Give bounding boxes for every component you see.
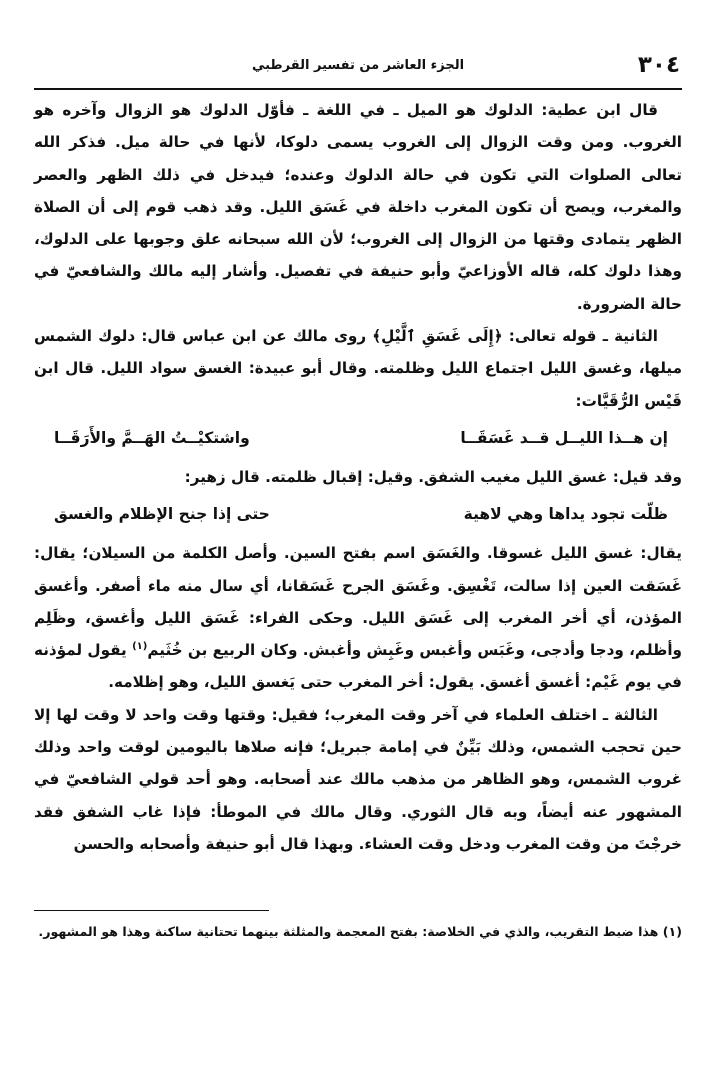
running-title: الجزء العاشر من تفسير القرطبي [251, 58, 465, 73]
verse-1-first-hemistich: إن هــذا الليــل قــد غَسَقَــا [460, 428, 668, 447]
footnote-marker[interactable]: (١) [132, 641, 148, 653]
verse-2-first-hemistich: ظلّت تجود يداها وهي لاهية [463, 505, 668, 524]
paragraph-2: الثانية ـ قوله تعالى: ﴿إِلَى غَسَقِ ٱلَّيْلِ﴾ روى مالك عن ابن عباس قال: دلوك الشمس ميلها، وغسق الليل اجتماع الليل وظلمته. وقال أبو عبيدة: الغسق سواد الليل. قال ابن قَيْس الرُّقَيَّات: [34, 327, 682, 410]
poem-verse-2 [34, 493, 682, 537]
paragraph-4-text: يقال: غسق الليل غسوقا. والغَسَق اسم بفتح السين. وأصل الكلمة من السيلان؛ يقال: غَسَقت العين إذا سالت، تَغْسِق. وغَسَق الجرح غَسَقانا، أي سال منه ماء أصفر. وأغسق المؤذن، أي أخر المغرب إلى غَسَق الليل. وحكى الفراء: غَسَق الليل وأغسق، وظَلِم وأظلم، ودجا وأدجى، وغَبَس وأغبس وغَبِش وأغبش. وكان الربيع بن خُثَيم [34, 544, 682, 660]
footnote-text: (١) هذا ضبط التقريب، والذي في الخلاصة: بفتح المعجمة والمثلثة بينهما تحتانية ساكنة وهذا هو المشهور. [38, 924, 682, 940]
paragraph-3: وقد قيل: غسق الليل مغيب الشفق. وقيل: إقبال ظلمته. قال زهير: [184, 467, 682, 486]
poem-verse-1 [34, 417, 682, 461]
page-header [34, 48, 682, 90]
verse-1-second-hemistich: واشتكيْــتُ الهَــمَّ والأَرَقَــا [54, 428, 250, 447]
paragraph-4 [34, 537, 682, 698]
page-body [34, 94, 682, 860]
paragraph-5: الثالثة ـ اختلف العلماء في آخر وقت المغرب؛ فقيل: وقتها وقت واحد لا وقت لها إلا حين تحجب الشمس، وذلك بَيِّنٌ في إمامة جبريل؛ فإنه صلاها باليومين لوقت واحد وذلك غروب الشمس، وهو الظاهر من مذهب مالك عند أصحابه. وهو أحد قولي الشافعيّ في المشهور عنه أيضاً، وبه قال الثوري. وقال مالك في الموطأ: فإذا غاب الشفق فقد خرجْتَ من وقت المغرب ودخل وقت العشاء. وبهذا قال أبو حنيفة وأصحابه والحسن [34, 705, 682, 853]
page-number: ٣٠٤ [637, 52, 680, 78]
paragraph-1: قال ابن عطية: الدلوك هو الميل ـ في اللغة ـ فأوّل الدلوك هو الزوال وآخره هو الغروب. ومن وقت الزوال إلى الغروب يسمى دلوكا، لأنها في حالة ميل. فذكر الله تعالى الصلوات التي تكون في حالة الدلوك وعنده؛ فيدخل في ذلك الظهر والعصر والمغرب، ويصح أن تكون المغرب داخلة في غَسَق الليل. وقد ذهب قوم إلى أن الصلاة الظهر يتمادى وقتها من الزوال إلى الغروب؛ لأن الله سبحانه علق وجوبها على الدلوك، وهذا دلوك كله، قاله الأوزاعيّ وأبو حنيفة في تفصيل. وأشار إليه مالك والشافعيّ في حالة الضرورة. [34, 101, 682, 313]
footnote-separator [34, 910, 269, 911]
book-page [34, 48, 682, 1078]
paragraph-4-continuation: يقول لمؤذنه في يوم غَيْم: أغسق أغسق. يقول: أخر المغرب حتى يَغسق الليل، وهو إظلامه. [34, 641, 682, 692]
verse-2-second-hemistich: حتى إذا جنح الإظلام والغسق [54, 505, 270, 524]
